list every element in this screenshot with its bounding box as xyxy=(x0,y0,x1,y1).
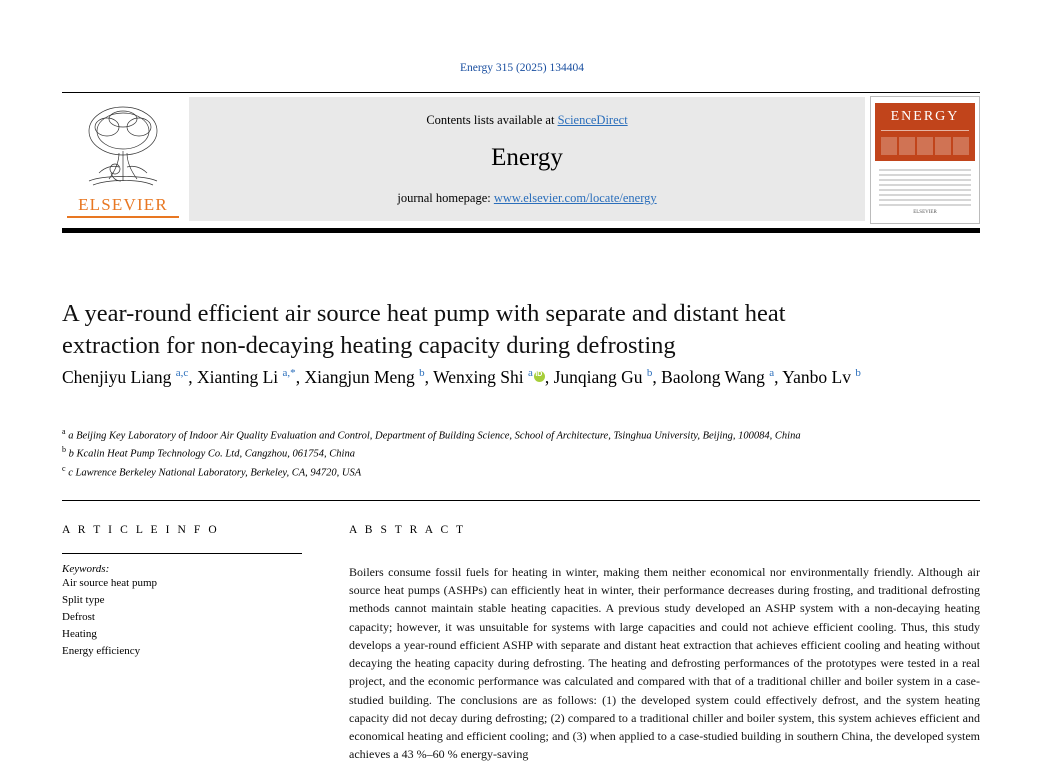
contents-prefix: Contents lists available at xyxy=(426,113,558,127)
journal-masthead xyxy=(62,92,980,224)
article-info-heading: A R T I C L E I N F O xyxy=(62,524,220,536)
abstract-text: Boilers consume fossil fuels for heating in winter, making them neither economical nor environmentally friendly. Although air source heat pumps (ASHPs) can efficiently heat in winter, their performance decreases during frosting, and traditional defrosting methods cannot maintain stable heating capacities. A previous study developed an ASHP system with a non-decaying heating capacity; however, it was unsuitable for systems with large capacities and could not achieve efficient cooling. Thus, this study develops a year-round efficient ASHP with separate and distant heat extraction that achieves efficient cooling and heating without decaying the heating capacity during defrosting. The heating and defrosting performances of the prototypes were tested in a real project, and the economic performance was calculated and compared with that of a traditional chiller and boiler system in a case-studied building. The conclusions are as follows: (1) the developed system could effectively defrost, and the system heating capacity did not decay during defrosting; (2) compared to a traditional chiller and boiler system, this system achieves efficient and economical heating and efficient cooling; and (3) when applied to a case-studied building in southern China, the developed system achieves a 43 %–60 % energy-saving xyxy=(349,565,980,762)
cover-footer: ELSEVIER xyxy=(913,210,937,215)
article-info-rule xyxy=(62,553,302,554)
affiliation-a: $^a$ a Beijing Key Laboratory of Indoor Air Quality Evaluation and Control, Department of Building Science, School of Architecture, Tsinghua University, Beijing, 100084, China xyxy=(62,427,801,442)
keyword-item: Defrost xyxy=(62,611,95,624)
affiliation-b: $^b$ b Kcalin Heat Pump Technology Co. Ltd, Cangzhou, 061754, China xyxy=(62,445,355,460)
cover-text-lines xyxy=(879,169,971,209)
affiliation-a-text: a Beijing Key Laboratory of Indoor Air Quality Evaluation and Control, Department of Building Science, School of Architecture, Tsinghua University, Beijing, 100084, China xyxy=(68,430,801,442)
keywords-label: Keywords: xyxy=(62,563,110,575)
contents-line xyxy=(189,97,865,128)
journal-homepage-link[interactable]: www.elsevier.com/locate/energy xyxy=(493,191,657,205)
keyword-item: Energy efficiency xyxy=(62,645,141,658)
elsevier-tree-icon xyxy=(69,101,177,193)
masthead-bottom-rule xyxy=(62,228,980,233)
journal-cover-thumbnail xyxy=(870,96,980,224)
elsevier-underline xyxy=(67,216,179,218)
keyword-item: Air source heat pump xyxy=(62,577,157,589)
affiliation-list xyxy=(62,426,862,481)
journal-title: Energy xyxy=(491,144,563,171)
keyword-item: Heating xyxy=(62,628,97,641)
section-divider xyxy=(62,500,980,501)
cover-title: ENERGY xyxy=(890,109,960,124)
cover-grid xyxy=(881,137,969,155)
journal-band xyxy=(189,97,865,221)
running-head: Energy 315 (2025) 134404 xyxy=(459,62,585,74)
keyword-item: Split type xyxy=(62,594,105,607)
cover-divider xyxy=(881,130,969,131)
abstract-heading: A B S T R A C T xyxy=(349,524,466,536)
author-list: Chenjiyu Liang $^{a,c}$, Xianting Li $^{a,*}$, Xiangjun Meng $^b$, Wenxing Shi $^a$ iD , Junqiang Gu $^b$, Baolong Wang $^a$, Yanbo Lv $^b$ xyxy=(62,364,922,390)
homepage-prefix: journal homepage: xyxy=(397,191,494,205)
elsevier-logo xyxy=(62,93,184,225)
affiliation-c-text: c Lawrence Berkeley National Laboratory, Berkeley, CA, 94720, USA xyxy=(68,467,362,479)
page-title: A year-round efficient air source heat pump with separate and distant heat extraction for non-decaying heating capacity during defrosting xyxy=(62,300,786,359)
article-info-column xyxy=(62,524,302,660)
elsevier-wordmark: ELSEVIER xyxy=(78,195,168,214)
abstract-column xyxy=(349,524,980,764)
sciencedirect-link[interactable]: ScienceDirect xyxy=(557,113,628,127)
homepage-line xyxy=(189,191,865,206)
affiliation-b-text: b Kcalin Heat Pump Technology Co. Ltd, Cangzhou, 061754, China xyxy=(68,448,355,460)
affiliation-c: $^c$ c Lawrence Berkeley National Laboratory, Berkeley, CA, 94720, USA xyxy=(62,463,362,479)
